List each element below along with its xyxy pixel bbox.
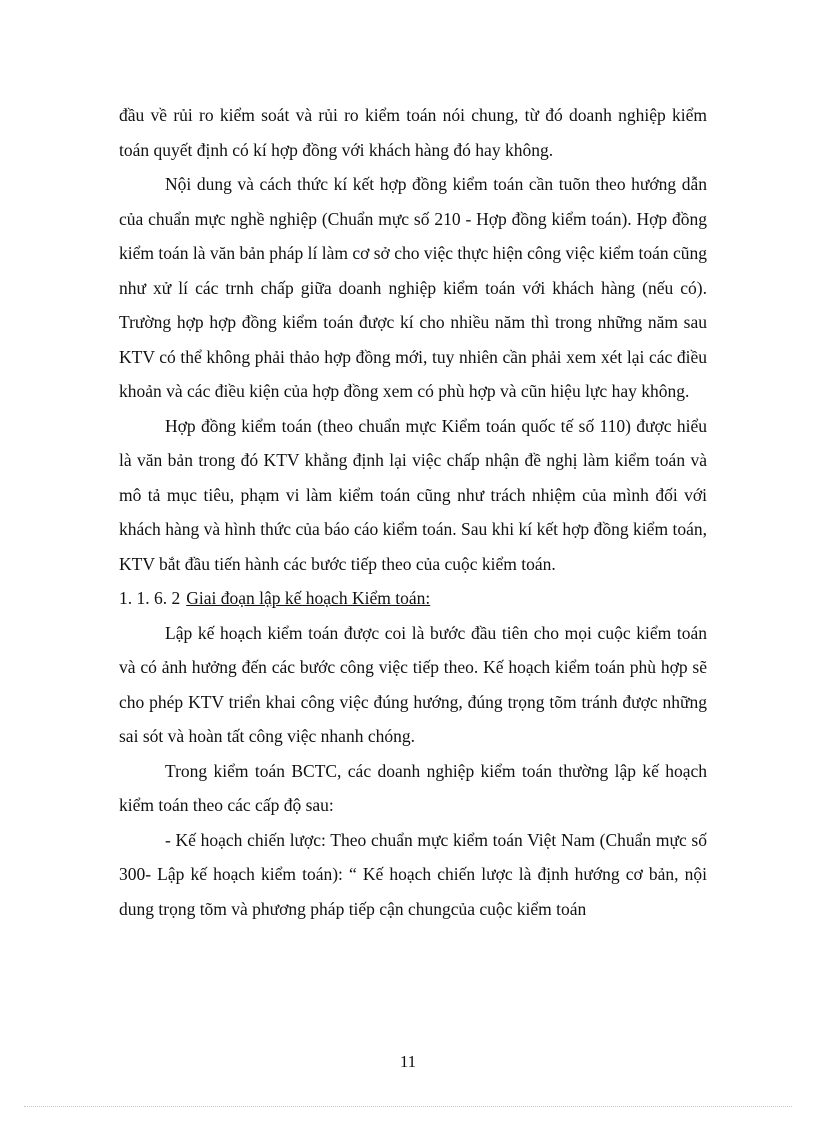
page-number: 11 (399, 1052, 417, 1071)
section-heading (119, 581, 707, 616)
footer-divider (24, 1106, 792, 1107)
section-number: 1. 1. 6. 2 (119, 588, 181, 608)
paragraph-3: Hợp đồng kiểm toán (theo chuẩn mực Kiểm toán quốc tế số 110) được hiểu là văn bản trong đó KTV khẳng định lại việc chấp nhận đề nghị làm kiểm toán và mô tả mục tiêu, phạm vi làm kiểm toán cũng như trách nhiệm của mình đối với khách hàng và hình thức của báo cáo kiểm toán. Sau khi kí kết hợp đồng kiểm toán, KTV bắt đầu tiến hành các bước tiếp theo của cuộc kiểm toán. (119, 415, 707, 574)
paragraph-6: - Kế hoạch chiến lược: Theo chuẩn mực kiểm toán Việt Nam (Chuẩn mực số 300- Lập kế hoạch kiểm toán): “ Kế hoạch chiến lược là định hướng cơ bản, nội dung trọng tõm và phương pháp tiếp cận chungcủa cuộc kiểm toán (119, 829, 707, 919)
section-title: Giai đoạn lập kế hoạch Kiểm toán: (186, 588, 431, 608)
document-body (119, 98, 707, 926)
paragraph-1: đầu về rủi ro kiểm soát và rủi ro kiểm toán nói chung, từ đó doanh nghiệp kiểm toán quyết định có kí hợp đồng với khách hàng đó hay không. (119, 105, 707, 160)
paragraph-5: Trong kiểm toán BCTC, các doanh nghiệp kiểm toán thường lập kế hoạch kiểm toán theo các cấp độ sau: (119, 760, 707, 815)
paragraph-2: Nội dung và cách thức kí kết hợp đồng kiểm toán cần tuõn theo hướng dẫn của chuẩn mực nghề nghiệp (Chuẩn mực số 210 - Hợp đồng kiểm toán). Hợp đồng kiểm toán là văn bản pháp lí làm cơ sở cho việc thực hiện công việc kiểm toán cũng như xử lí các trnh chấp giữa doanh nghiệp kiểm toán với khách hàng (nếu có). Trường hợp hợp đồng kiểm toán được kí cho nhiều năm thì trong những năm sau KTV có thể không phải thảo hợp đồng mới, tuy nhiên cần phải xem xét lại các điều khoản và các điều kiện của hợp đồng xem có phù hợp và cũn hiệu lực hay không. (119, 174, 707, 401)
paragraph-4: Lập kế hoạch kiểm toán được coi là bước đầu tiên cho mọi cuộc kiểm toán và có ảnh hưởng đến các bước công việc tiếp theo. Kế hoạch kiểm toán phù hợp sẽ cho phép KTV triển khai công việc đúng hướng, đúng trọng tõm tránh được những sai sót và hoàn tất công việc nhanh chóng. (119, 622, 707, 746)
